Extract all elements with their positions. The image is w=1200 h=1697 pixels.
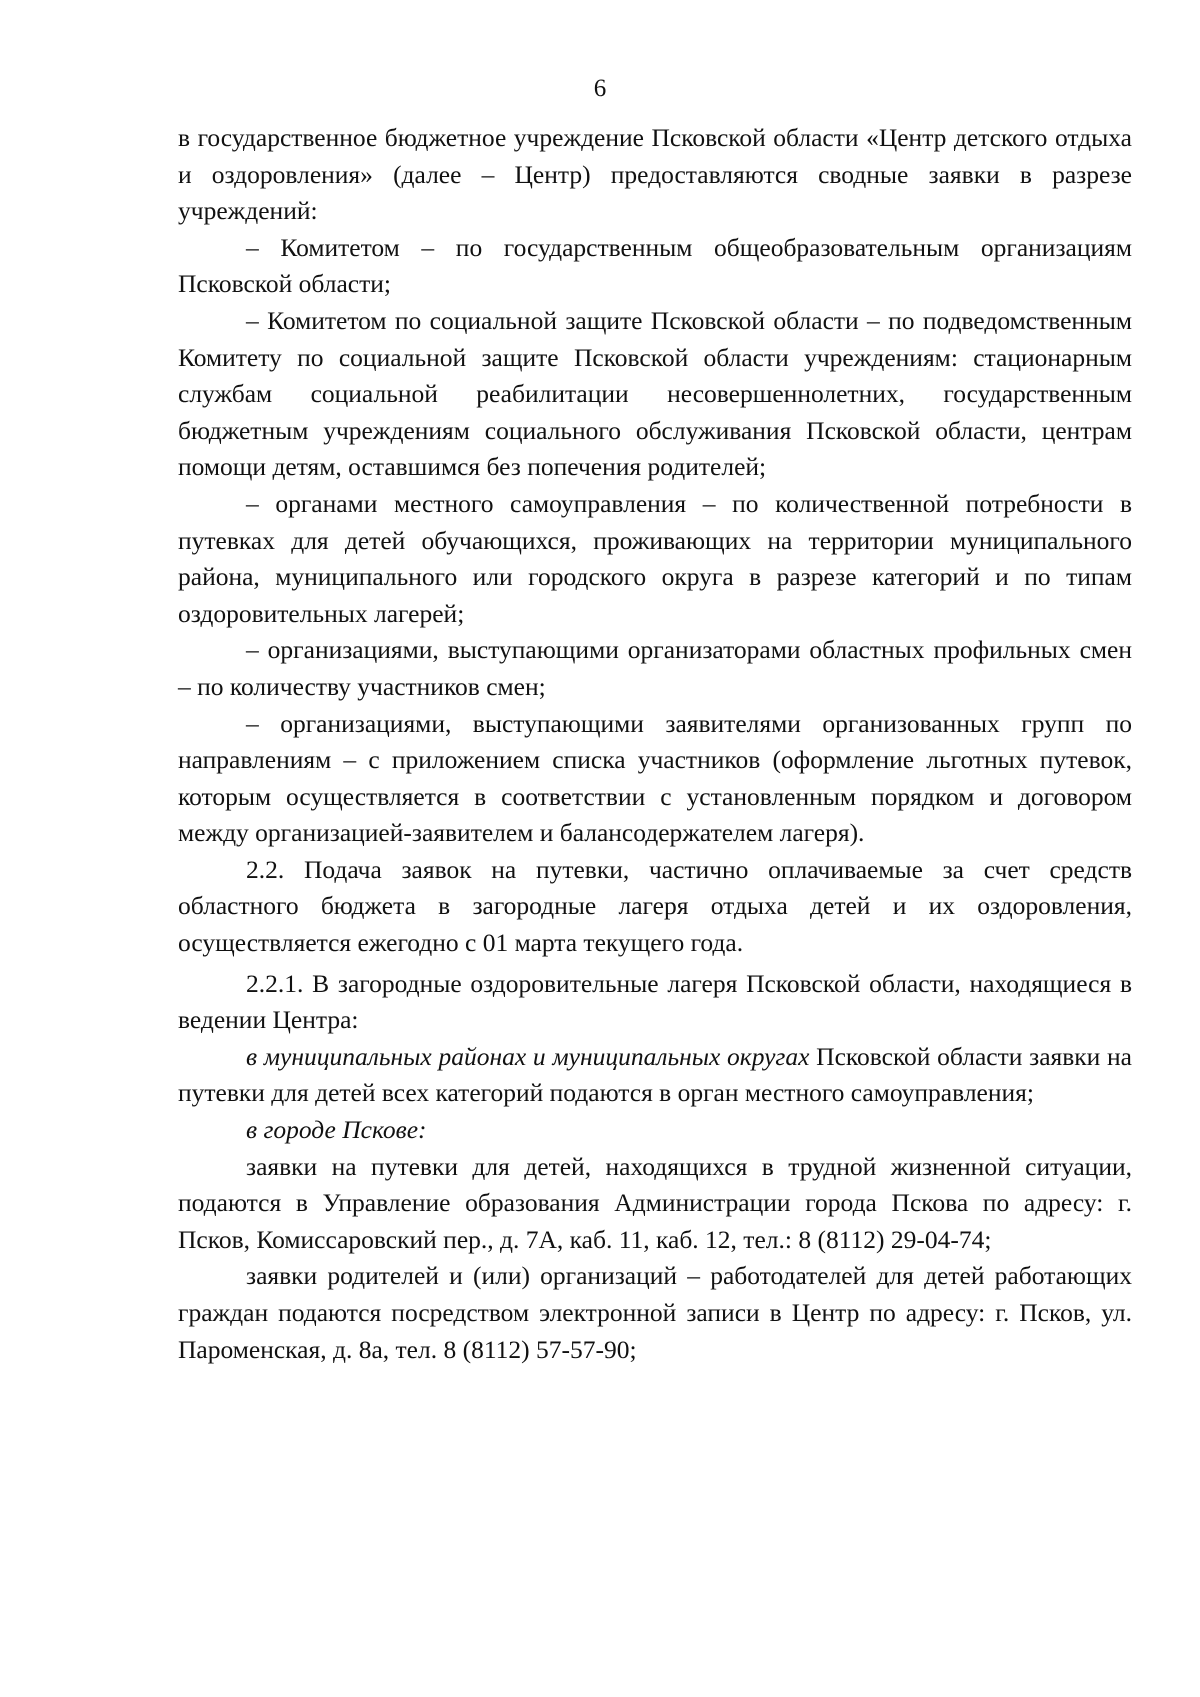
paragraph-committee-education: – Комитетом – по государственным общеобразовательным организациям Псковской области; [178, 232, 1132, 299]
paragraph-section-2-2-1: 2.2.1. В загородные оздоровительные лагеря Псковской области, находящиеся в ведении Центра: [178, 968, 1132, 1035]
paragraph-intro: в государственное бюджетное учреждение Псковской области «Центр детского отдыха и оздоровления» (далее – Центр) предоставляются сводные заявки в разрезе учреждений: [178, 123, 1132, 226]
paragraph-committee-social: – Комитетом по социальной защите Псковской области – по подведомственным Комитету по социальной защите Псковской области учреждениям: стационарным службам социальной реабилитации несовершеннолетних, государственным бюджетным учреждениям социального обслуживания Псковской области, центрам помощи детям, оставшимся без попечения родителей; [178, 305, 1132, 482]
paragraph-local-government: – органами местного самоуправления – по количественной потребности в путевках для детей обучающихся, проживающих на территории муниципального района, муниципального или городского округа в разрезе категорий и по типам оздоровительных лагерей; [178, 488, 1132, 628]
paragraph-section-2-2: 2.2. Подача заявок на путевки, частично оплачиваемые за счет средств областного бюджета в загородные лагеря отдыха детей и их оздоровления, осуществляется ежегодно с 01 марта текущего года. [178, 854, 1132, 958]
document-body [178, 120, 1132, 1368]
municipal-districts-heading: в муниципальных районах и муниципальных округах [246, 1041, 810, 1071]
paragraph-difficult-situation: заявки на путевки для детей, находящихся в трудной жизненной ситуации, подаются в Управление образования Администрации города Пскова по адресу: г. Псков, Комиссаровский пер., д. 7А, каб. 11, каб. 12, тел.: 8 (8112) 29-04-74; [178, 1151, 1132, 1254]
municipal-districts-text: Псковской области заявки на путевки для детей всех категорий подаются в орган местного самоуправления; [178, 1041, 1132, 1108]
paragraph-municipal-districts [178, 1039, 1132, 1112]
paragraph-profile-shifts: – организациями, выступающими организаторами областных профильных смен – по количеству участников смен; [178, 635, 1132, 701]
page-number: 6 [593, 75, 607, 102]
paragraph-organized-groups: – организациями, выступающими заявителями организованных групп по направлениям – с приложением списка участников (оформление льготных путевок, которым осуществляется в соответствии с установленным порядком и договором между организацией-заявителем и балансодержателем лагеря). [178, 708, 1132, 848]
pskov-city-heading: в городе Пскове: [246, 1115, 427, 1145]
paragraph-working-parents: заявки родителей и (или) организаций – работодателей для детей работающих граждан подаются посредством электронной записи в Центр по адресу: г. Псков, ул. Пароменская, д. 8а, тел. 8 (8112) 57-57-90; [178, 1261, 1132, 1364]
